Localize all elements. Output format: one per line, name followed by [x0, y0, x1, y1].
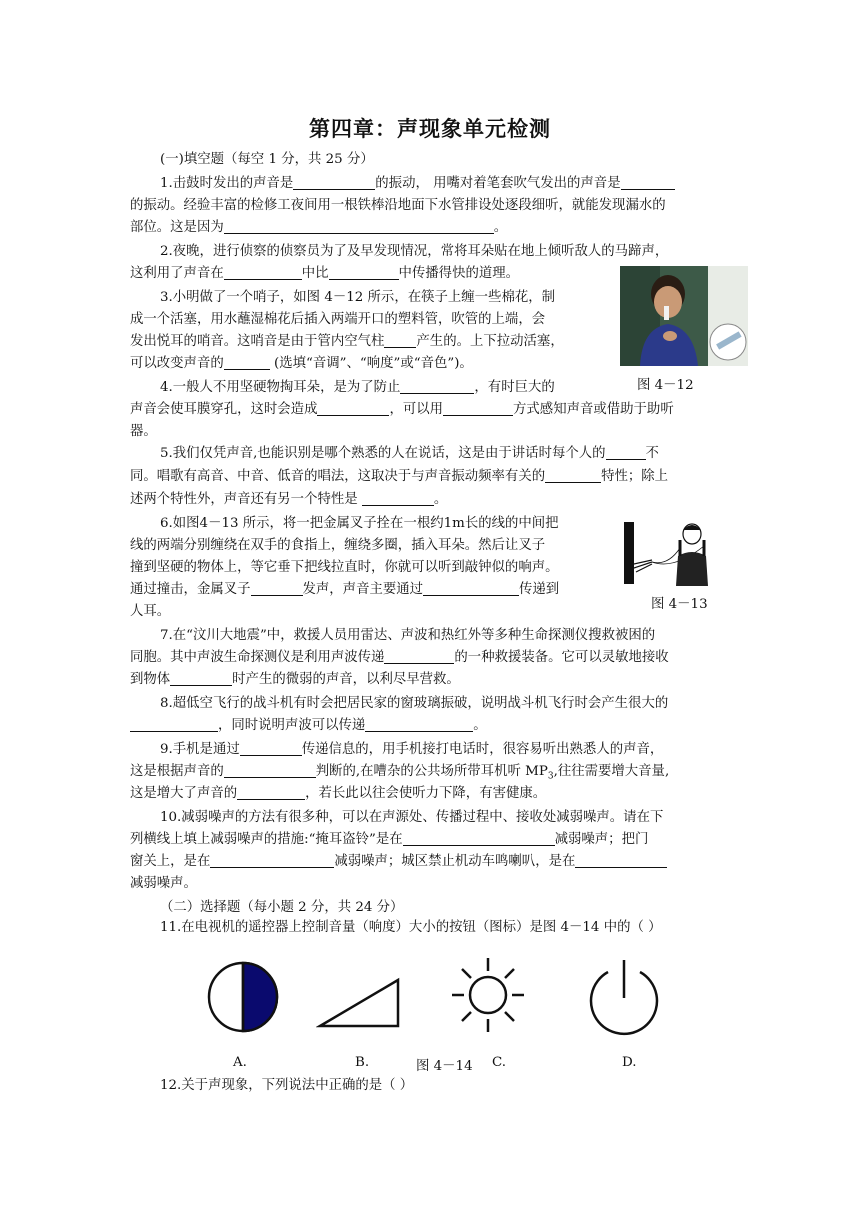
q10-blank-1[interactable] [403, 829, 555, 846]
q4-text-e: 方式感知声音或借助于助听 [513, 402, 674, 417]
section1-header: (一)填空题（每空 1 分，共 25 分） [160, 152, 374, 167]
q7-blank-2[interactable] [170, 669, 232, 686]
q5-text-c: 同。唱歌有高音、中音、低音的唱法，这取决于与声音振动频率有关的 [130, 469, 546, 484]
volume-triangle-icon [316, 976, 402, 1030]
q6-text-b: 发声，声音主要通过 [302, 582, 424, 597]
q5-text-f: 。 [433, 492, 448, 507]
q1-line1 [160, 173, 675, 195]
q2-blank-1[interactable] [224, 263, 302, 280]
q1-text-b: 的振动， 用嘴对着笔套吹气发出的声音是 [375, 176, 621, 191]
q2-blank-2[interactable] [329, 263, 399, 280]
q6-line5: 人耳。 [130, 604, 171, 619]
q7-text-c: 到物体 [130, 672, 171, 687]
q9-blank-3[interactable] [237, 783, 305, 800]
q7-line3 [130, 669, 460, 691]
brightness-sun-icon [450, 956, 526, 1034]
q9-line3 [130, 783, 546, 805]
q1-text-c: 部位。这是因为 [130, 220, 224, 235]
page-title: 第四章：声现象单元检测 [309, 117, 551, 141]
q3-line3 [130, 331, 564, 353]
q4-line2 [130, 399, 674, 421]
half-circle-icon [206, 960, 280, 1034]
q10-line3 [130, 851, 667, 873]
q4-text-c: 声音会使耳膜穿孔，这时会造成 [130, 402, 318, 417]
q9-text-f: 这是增大了声音的 [130, 786, 238, 801]
q9-text-d: 判断的,在嘈杂的公共场所带耳机听 MP [315, 764, 548, 779]
option-d-label: D. [622, 1055, 637, 1070]
q6-text-a: 通过撞击，金属叉子 [130, 582, 251, 597]
q8-line2 [130, 715, 487, 737]
q1-line2: 的振动。经验丰富的检修工夜间用一根铁棒沿地面下水管排设处逐段细听，就能发现漏水的 [130, 198, 666, 213]
q5-line1 [160, 443, 659, 465]
q4-blank-3[interactable] [443, 399, 513, 416]
q9-text-c: 这是根据声音的 [130, 764, 224, 779]
q7-text-b: 的一种救援装备。它可以灵敏地接收 [454, 650, 669, 665]
q6-line2: 线的两端分别缠绕在双手的食指上，缠绕多圈，插入耳朵。然后让叉子 [130, 538, 546, 553]
q9-text-a: 9.手机是通过 [160, 742, 240, 757]
q3-line2: 成一个活塞，用水蘸湿棉花后插入两端开口的塑料管，吹管的上端，会 [130, 312, 546, 327]
q10-line4: 减弱噪声。 [130, 876, 197, 891]
power-icon [584, 958, 664, 1038]
q5-blank-3[interactable] [362, 489, 434, 506]
q1-text-d: 。 [493, 220, 508, 235]
q4-line3: 器。 [130, 424, 157, 439]
q7-text-d: 时产生的微弱的声音，以利尽早营救。 [232, 672, 460, 687]
q9-text-g: ，若长此以往会使听力下降，有害健康。 [305, 786, 547, 801]
q8-blank-1[interactable] [130, 715, 218, 732]
q3-line1: 3.小明做了一个哨子，如图 4－12 所示，在筷子上缠一些棉花，制 [160, 290, 556, 305]
q2-text-c: 中传播得快的道理。 [398, 266, 520, 281]
q10-text-c: 窗关上，是在 [130, 854, 211, 869]
q3-line4 [130, 353, 473, 375]
q6-blank-2[interactable] [423, 579, 519, 596]
q11-stem: 11.在电视机的遥控器上控制音量（响度）大小的按钮（图标）是图 4－14 中的（ ） [160, 920, 662, 935]
q7-line1: 7.在“汶川大地震”中，救援人员用雷达、声波和热红外等多种生命探测仪搜救被困的 [160, 628, 656, 643]
q9-line1 [160, 739, 663, 761]
q3-text-b: 产生的。上下拉动活塞， [416, 334, 564, 349]
q5-blank-2[interactable] [545, 466, 601, 483]
q3-text-c: 可以改变声音的 [130, 356, 224, 371]
fork-listening-illustration [622, 520, 720, 586]
figure-4-14-caption: 图 4－14 [416, 1059, 473, 1074]
q5-line2 [130, 466, 668, 488]
q1-line3 [130, 217, 507, 239]
q8-blank-2[interactable] [365, 715, 473, 732]
q9-subscript: 3 [547, 771, 554, 782]
q1-blank-2[interactable] [621, 173, 675, 190]
q5-text-b: 不 [645, 446, 659, 461]
q6-blank-1[interactable] [251, 579, 303, 596]
q3-blank-1[interactable] [384, 331, 416, 348]
q10-text-a: 列横线上填上减弱噪声的措施:“掩耳盗铃”是在 [130, 832, 403, 847]
q10-text-b: 减弱噪声；把门 [554, 832, 649, 847]
q6-line1: 6.如图4－13 所示，将一把金属叉子拴在一根约1m长的线的中间把 [160, 516, 559, 531]
q10-line1: 10.减弱噪声的方法有很多种，可以在声源处、传播过程中、接收处减弱噪声。请在下 [160, 810, 664, 825]
q2-line1: 2.夜晚，进行侦察的侦察员为了及早发现情况，常将耳朵贴在地上倾听敌人的马蹄声， [160, 244, 669, 259]
q10-blank-2[interactable] [210, 851, 334, 868]
section2-header: （二）选择题（每小题 2 分，共 24 分） [160, 900, 404, 915]
option-c-label: C. [492, 1055, 507, 1070]
q8-text-a: ，同时说明声波可以传递 [218, 718, 366, 733]
q2-text-a: 这利用了声音在 [130, 266, 224, 281]
q4-blank-2[interactable] [317, 399, 389, 416]
q5-blank-1[interactable] [606, 443, 646, 460]
q3-text-d: (选填“音调”、“响度”或“音色”)。 [269, 356, 473, 371]
q10-line2 [130, 829, 648, 851]
q6-line4 [130, 579, 559, 601]
q5-text-a: 5.我们仅凭声音,也能识别是哪个熟悉的人在说话，这是由于讲话时每个人的 [160, 446, 606, 461]
q10-text-d: 减弱噪声；城区禁止机动车鸣喇叭，是在 [334, 854, 576, 869]
q6-line3: 撞到坚硬的物体上，等它垂下把线拉直时，你就可以听到敲钟似的响声。 [130, 560, 559, 575]
q5-text-d: 特性；除上 [601, 469, 669, 484]
q7-text-a: 同胞。其中声波生命探测仪是利用声波传递 [130, 650, 385, 665]
q8-text-b: 。 [473, 718, 487, 733]
q8-line1: 8.超低空飞行的战斗机有时会把居民家的窗玻璃振破，说明战斗机飞行时会产生很大的 [160, 696, 669, 711]
q1-text-a: 1.击鼓时发出的声音是 [160, 176, 294, 191]
q9-blank-1[interactable] [240, 739, 302, 756]
boy-whistle-photo [620, 266, 748, 366]
boy-whistle-illustration [620, 266, 748, 366]
q5-line3 [130, 489, 447, 511]
q2-line2 [130, 263, 519, 285]
q1-blank-1[interactable] [293, 173, 375, 190]
q2-text-b: 中比 [301, 266, 329, 281]
q7-blank-1[interactable] [384, 647, 454, 664]
option-b-label: B. [355, 1055, 370, 1070]
q4-text-d: ，可以用 [389, 402, 444, 417]
q4-blank-1[interactable] [400, 377, 474, 394]
q12-stem: 12.关于声现象，下列说法中正确的是（ ） [160, 1078, 414, 1093]
q4-text-b: ，有时巨大的 [474, 380, 555, 395]
option-a-label: A. [233, 1055, 247, 1070]
q7-line2 [130, 647, 669, 669]
q4-text-a: 4.一般人不用坚硬物掏耳朵，是为了防止 [160, 380, 401, 395]
q9-blank-2[interactable] [224, 761, 316, 778]
figure-4-12-caption: 图 4－12 [637, 378, 694, 393]
q1-blank-3[interactable] [224, 217, 494, 234]
q4-line1 [160, 377, 555, 399]
q9-text-b: 传递信息的，用手机接打电话时，很容易听出熟悉人的声音， [301, 742, 664, 757]
figure-4-13-caption: 图 4－13 [651, 597, 708, 612]
q3-blank-2[interactable] [224, 353, 270, 370]
q6-text-c: 传递到 [519, 582, 560, 597]
q5-text-e: 述两个特性外，声音还有另一个特性是 [130, 492, 362, 507]
q3-text-a: 发出悦耳的哨音。这哨音是由于管内空气柱 [130, 334, 385, 349]
q10-blank-3[interactable] [575, 851, 667, 868]
q9-text-e: ,往往需要增大音量, [553, 764, 670, 779]
